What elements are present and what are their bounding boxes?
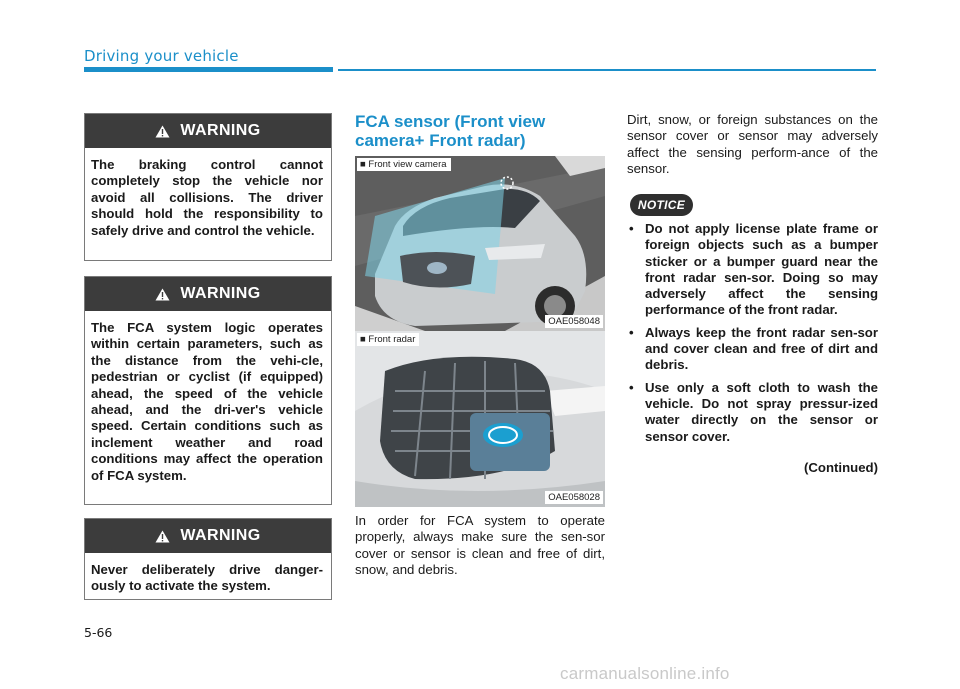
warning-box-fca-logic (84, 276, 332, 505)
warning-heading: WARNING (180, 122, 261, 139)
figure-label: ■ Front radar (357, 333, 419, 346)
warning-heading: WARNING (180, 285, 261, 302)
watermark: carmanualsonline.info (560, 664, 730, 683)
page-number: 5-66 (84, 625, 113, 640)
warning-triangle-icon (155, 125, 170, 138)
warning-box-braking (84, 113, 332, 261)
warning-triangle-icon (155, 288, 170, 301)
right-intro-text: Dirt, snow, or foreign substances on the sensor cover or sensor may adversely affect the sensing perform-ance of the sensor. (627, 112, 878, 176)
section-title: Driving your vehicle (84, 47, 239, 65)
warning-triangle-icon (155, 530, 170, 543)
front-radar-drawing (355, 331, 605, 507)
figure-code: OAE058048 (545, 315, 603, 328)
sensor-body-text: In order for FCA system to operate properly, always make sure the sen-sor cover or sensor is clean and free of dirt, snow, and debris. (355, 513, 605, 577)
header-rule-thick (84, 67, 333, 72)
continued-label: (Continued) (804, 460, 878, 475)
list-item: • Use only a soft cloth to wash the vehicle. Do not spray pressur-ized water directly on the sensor or sensor cover. (629, 380, 878, 445)
front-view-camera-illustration (355, 156, 605, 331)
warning-header (85, 277, 331, 311)
notice-bullet-list (629, 221, 878, 451)
list-item: • Always keep the front radar sen-sor and cover clean and free of dirt and debris. (629, 325, 878, 374)
warning-heading: WARNING (180, 527, 261, 544)
figure-label: ■ Front view camera (357, 158, 451, 171)
list-item: • Do not apply license plate frame or foreign objects such as a bumper sticker or a bumper guard near the front radar sen-sor. Doing so may adversely affect the sensing performance of the front radar. (629, 221, 878, 319)
front-radar-illustration (355, 331, 605, 507)
warning-header (85, 519, 331, 553)
warning-box-driving (84, 518, 332, 600)
warning-text: Never deliberately drive danger-ously to activate the system. (91, 562, 323, 594)
warning-text: The FCA system logic operates within certain parameters, such as the distance from the vehi-cle, pedestrian or cyclist (if equipped) ahead, the speed of the vehicle ahead, and the dri-ver's vehicle speed. Certain conditions such as inclement weather and road conditions may affect the operation of FCA system. (91, 320, 323, 483)
figure-code: OAE058028 (545, 491, 603, 504)
header-rule-thin (338, 69, 876, 71)
car-camera-drawing (355, 156, 605, 331)
warning-header (85, 114, 331, 148)
notice-badge: NOTICE (630, 194, 693, 216)
sensor-section-title: FCA sensor (Front view camera+ Front radar) (355, 112, 546, 150)
warning-text: The braking control cannot completely stop the vehicle nor avoid all collisions. The driver should hold the responsibility to safely drive and control the vehicle. (91, 157, 323, 238)
